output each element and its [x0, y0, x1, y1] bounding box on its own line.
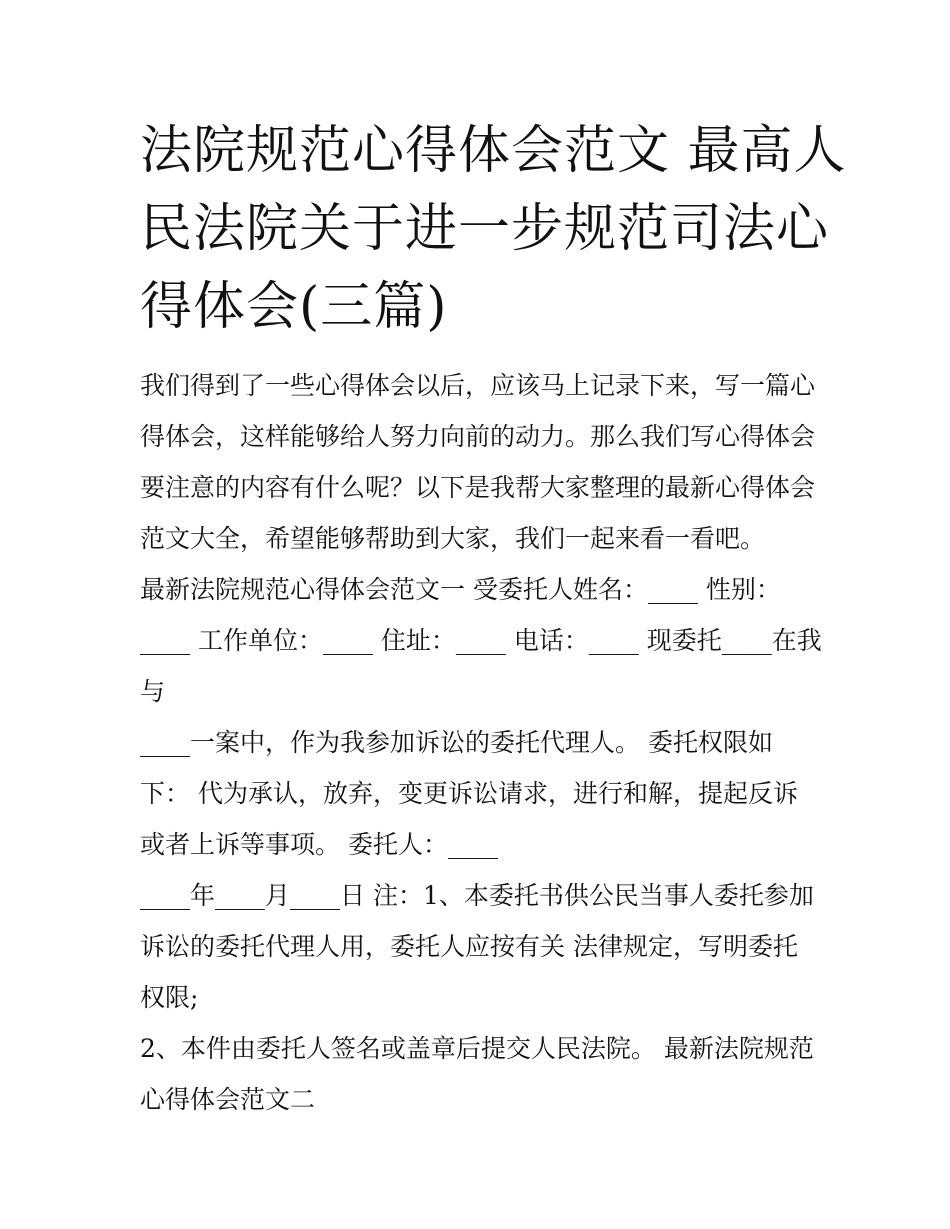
text-line: 最新法院规范心得体会范文一 受委托人姓名：____ 性别：	[140, 575, 781, 604]
document-page	[140, 112, 847, 1125]
document-title	[140, 112, 847, 346]
text-line: 2、本件由委托人签名或盖章后提交人民法院。 最新法院规范	[140, 1034, 814, 1063]
title-line: 民法院关于进一步规范司法心	[140, 199, 830, 259]
text-line: 要注意的内容有什么呢？以下是我帮大家整理的最新心得体会	[140, 473, 816, 502]
text-line: 权限;	[140, 983, 199, 1012]
text-line: 或者上诉等事项。 委托人：____	[140, 830, 498, 859]
text-line: 诉讼的委托代理人用，委托人应按有关 法律规定，写明委托	[140, 932, 798, 961]
text-line: 我们得到了一些心得体会以后，应该马上记录下来，写一篇心	[140, 371, 816, 400]
text-line: 与	[140, 677, 166, 706]
body-text	[140, 564, 820, 1125]
text-line: 下： 代为承认，放弃，变更诉讼请求，进行和解，提起反诉	[140, 779, 798, 808]
text-line: ____年____月____日 注：1、本委托书供公民当事人委托参加	[140, 881, 814, 910]
text-line: 得体会，这样能够给人努力向前的动力。那么我们写心得体会	[140, 422, 816, 451]
title-line: 法院规范心得体会范文 最高人	[140, 121, 847, 181]
title-line: 得体会(三篇)	[140, 277, 448, 337]
text-line: 心得体会范文二	[140, 1085, 316, 1114]
intro-paragraph	[140, 360, 820, 564]
text-line: 范文大全，希望能够帮助到大家，我们一起来看一看吧。	[140, 524, 766, 553]
text-line: ____一案中，作为我参加诉讼的委托代理人。 委托权限如	[140, 728, 773, 757]
text-line: ____ 工作单位：____ 住址：____ 电话：____ 现委托____在我	[140, 626, 822, 655]
